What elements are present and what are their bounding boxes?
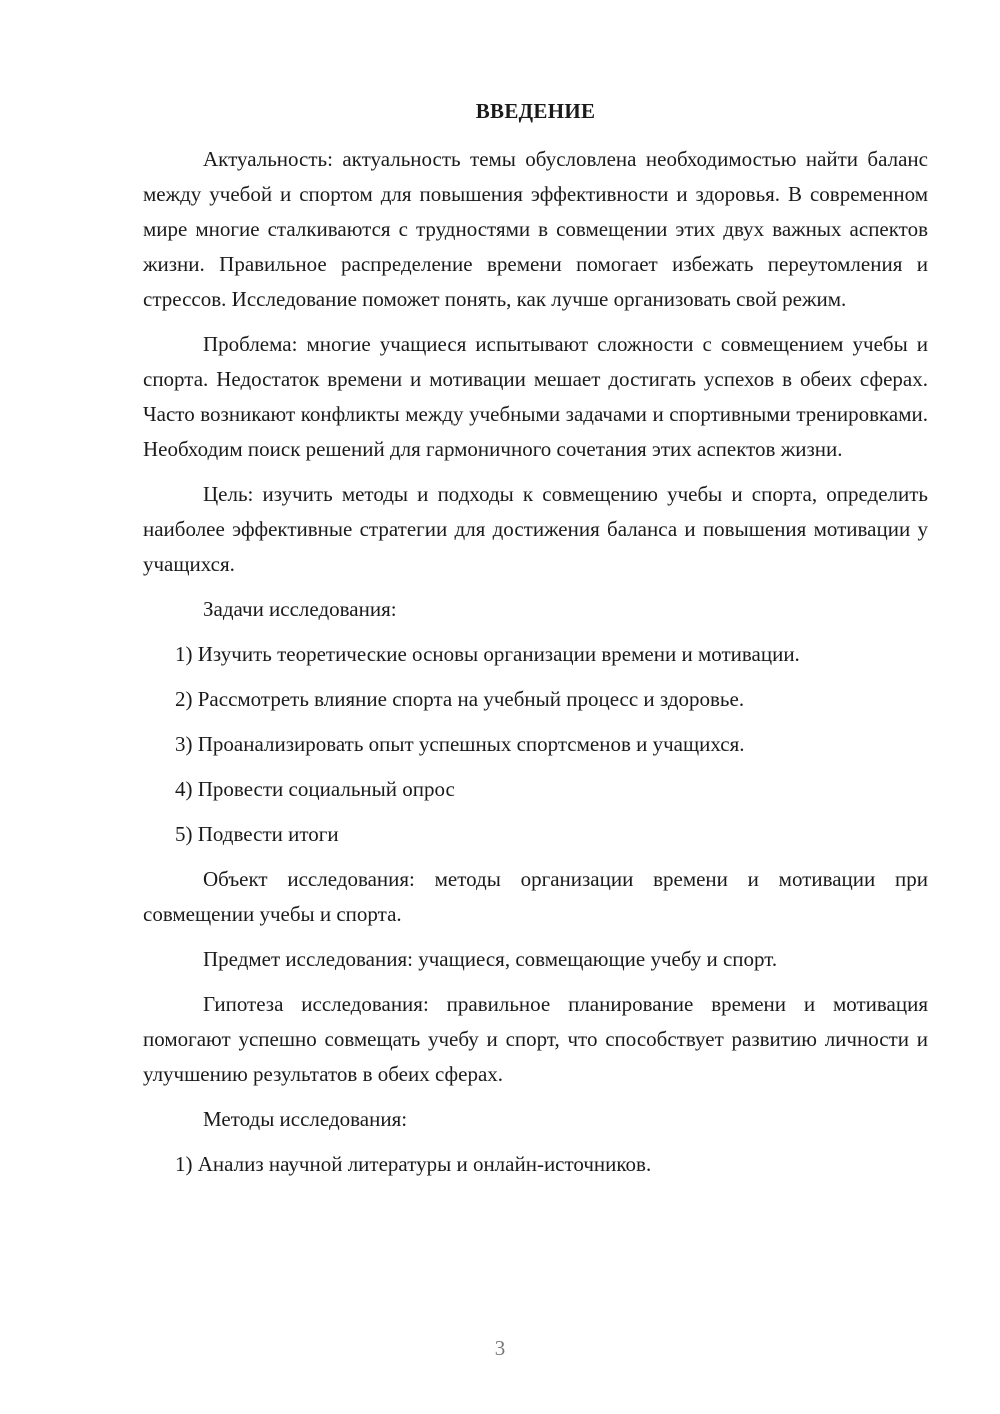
page-content — [143, 96, 928, 1192]
section-title: ВВЕДЕНИЕ — [475, 99, 596, 123]
task-item: 5) Подвести итоги — [175, 822, 339, 846]
task-item: 4) Провести социальный опрос — [175, 777, 455, 801]
paragraph-subject: Предмет исследования: учащиеся, совмещающие учебу и спорт. — [203, 947, 778, 971]
task-item: 2) Рассмотреть влияние спорта на учебный процесс и здоровье. — [175, 687, 745, 711]
paragraph-relevance: Актуальность: актуальность темы обусловлена необходимостью найти баланс между учебой и спортом для повышения эффективности и здоровья. В современном мире многие сталкиваются с трудностями в совмещении этих двух важных аспектов жизни. Правильное распределение времени помогает избежать переутомления и стрессов. Исследование поможет понять, как лучше организовать свой режим. — [143, 147, 928, 311]
paragraph-problem: Проблема: многие учащиеся испытывают сложности с совмещением учебы и спорта. Недостаток времени и мотивации мешает достигать успехов в обеих сферах. Часто возникают конфликты между учебными задачами и спортивными тренировками. Необходим поиск решений для гармоничного сочетания этих аспектов жизни. — [143, 332, 928, 461]
paragraph-goal: Цель: изучить методы и подходы к совмещению учебы и спорта, определить наиболее эффективные стратегии для достижения баланса и повышения мотивации у учащихся. — [143, 482, 928, 576]
methods-label: Методы исследования: — [203, 1107, 408, 1131]
page-number: 3 — [494, 1336, 506, 1360]
task-item: 3) Проанализировать опыт успешных спортсменов и учащихся. — [175, 732, 745, 756]
task-item: 1) Изучить теоретические основы организации времени и мотивации. — [175, 642, 800, 666]
paragraph-hypothesis: Гипотеза исследования: правильное планирование времени и мотивация помогают успешно совмещать учебу и спорт, что способствует развитию личности и улучшению результатов в обеих сферах. — [143, 992, 928, 1086]
method-item: 1) Анализ научной литературы и онлайн-источников. — [175, 1152, 652, 1176]
paragraph-object: Объект исследования: методы организации времени и мотивации при совмещении учебы и спорта. — [143, 867, 928, 926]
tasks-label: Задачи исследования: — [203, 597, 397, 621]
